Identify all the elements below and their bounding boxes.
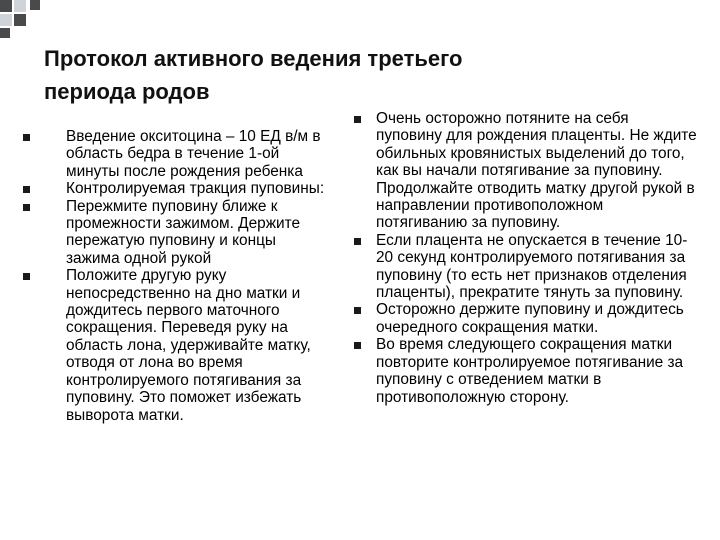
square-bullet-icon	[23, 186, 30, 193]
list-item	[352, 110, 697, 232]
right-bullet-list	[352, 110, 697, 406]
title-line-1: Протокол активного ведения третьего	[44, 46, 463, 71]
square-bullet-icon	[354, 116, 361, 123]
square-bullet-icon	[354, 307, 361, 314]
list-item	[22, 128, 332, 180]
list-item-text: Положите другую руку непосредственно на дно матки и дождитесь первого маточного сокращения. Переведя руку на область лона, удерживайте матку, отводя от лона во время контролируемого потягивания за пуповину. Это поможет избежать выворота матки.	[66, 267, 311, 424]
slide-title	[44, 42, 604, 108]
list-item-text: Осторожно держите пуповину и дождитесь очередного сокращения матки.	[376, 301, 684, 336]
square-bullet-icon	[354, 238, 361, 245]
list-item	[352, 301, 697, 336]
square-bullet-icon	[23, 134, 30, 141]
list-item	[22, 267, 332, 424]
title-line-2: периода родов	[44, 79, 210, 104]
list-item-text: Пережмите пуповину ближе к промежности зажимом. Держите пережатую пуповину и концы зажима одной рукой	[66, 197, 301, 267]
list-item	[22, 180, 332, 197]
list-item	[22, 198, 332, 268]
square-bullet-icon	[354, 342, 361, 349]
list-item-text: Если плацента не опускается в течение 10-20 секунд контролируемого потягивания за пуповину (то есть нет признаков отделения плаценты), прекратите тянуть за пуповину.	[376, 231, 688, 302]
list-item	[352, 336, 697, 406]
left-bullet-list	[22, 128, 332, 424]
list-item-text: Введение окситоцина – 10 ЕД в/м в область бедра в течение 1-ой минуты после рождения ребенка	[66, 128, 321, 180]
list-item-text: Очень осторожно потяните на себя пуповину для рождения плаценты. Не ждите обильных кровянистых выделений до того, как вы начали потягивание за пуповину. Продолжайте отводить матку другой рукой в направлении противоположном потягиванию за пуповину.	[376, 110, 697, 232]
list-item-text: Контролируемая тракция пуповины:	[66, 180, 325, 198]
square-bullet-icon	[23, 204, 30, 211]
list-item	[352, 232, 697, 302]
square-bullet-icon	[23, 273, 30, 280]
list-item-text: Во время следующего сокращения матки повторите контролируемое потягивание за пуповину с отведением матки в противоположную сторону.	[376, 336, 684, 406]
